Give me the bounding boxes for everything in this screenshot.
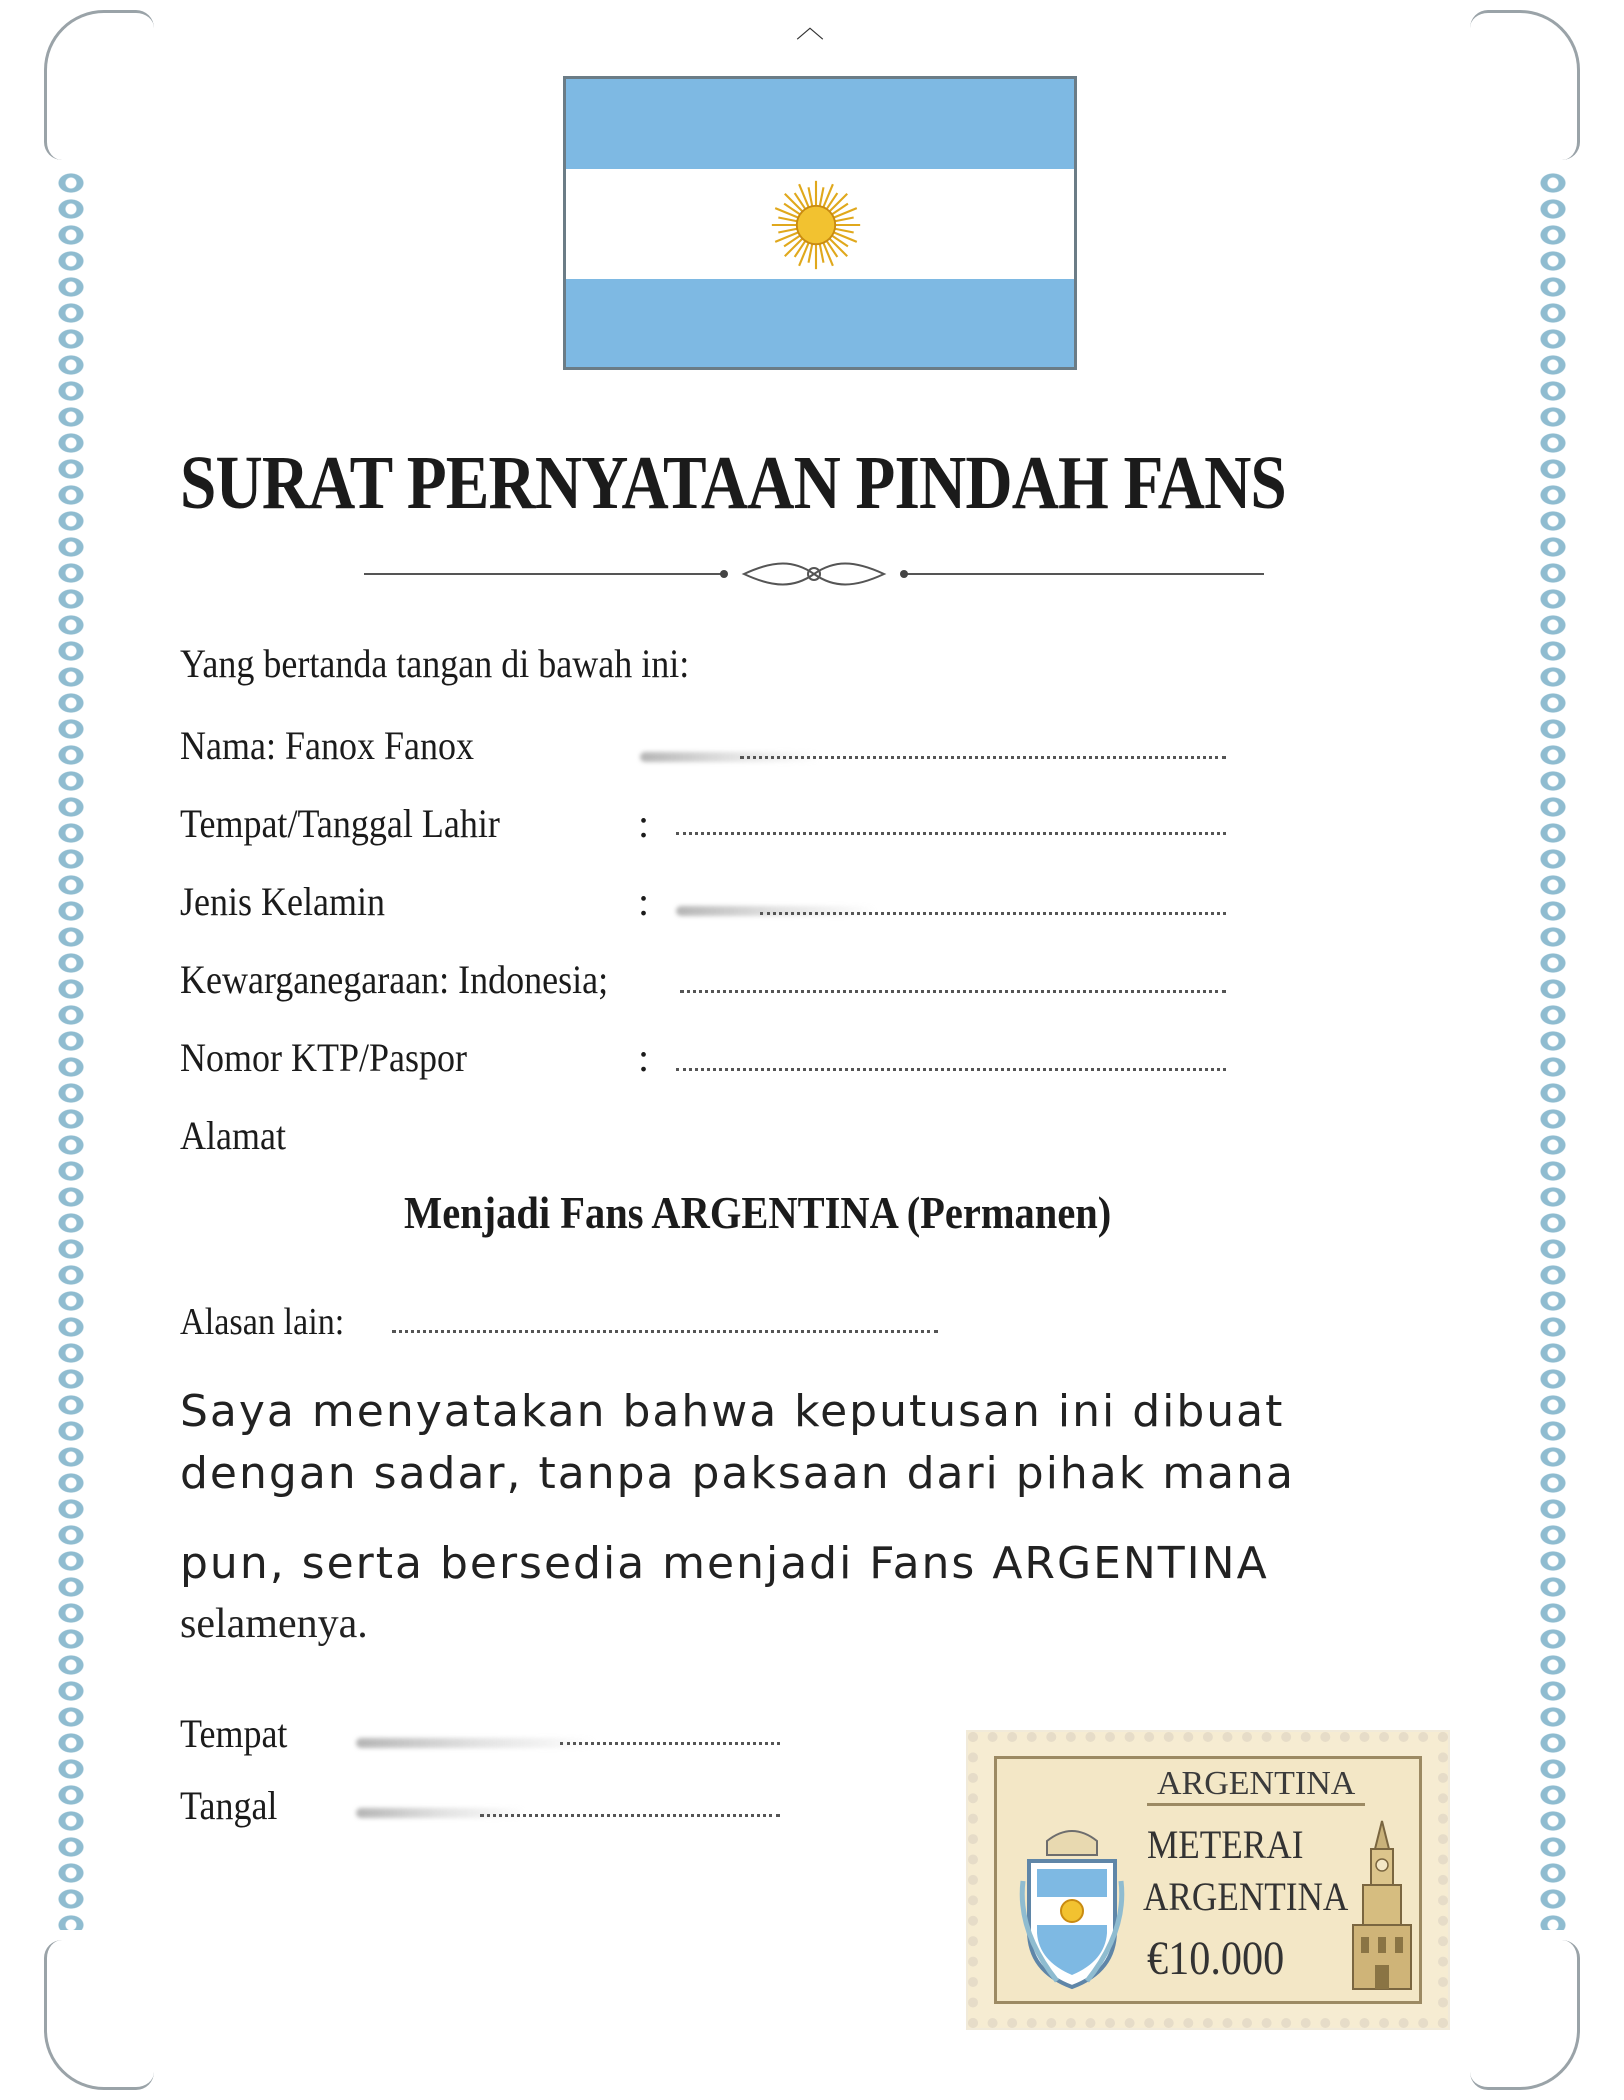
field-label-id-number: Nomor KTP/Paspor: [180, 1035, 468, 1080]
name-line: [740, 756, 1226, 759]
field-label-name: Nama: Fanox Fanox: [180, 723, 474, 768]
sun-ray: [778, 229, 797, 233]
other-reason-label: Alasan lain:: [180, 1301, 345, 1343]
sun-ray: [835, 218, 854, 222]
field-label-birth: Tempat/Tanggal Lahir: [180, 801, 500, 846]
field-label-address: Alamat: [180, 1113, 286, 1158]
date-label: Tangal: [180, 1783, 278, 1828]
flag-middle-band: [566, 169, 1074, 279]
place-line: [560, 1742, 780, 1745]
sun-ray: [834, 208, 857, 218]
document-title: SURAT PERNYATAAN PINDAH FANS: [180, 441, 1286, 525]
top-chevron-icon: ︿: [796, 13, 825, 44]
other-reason-line: [392, 1330, 938, 1333]
field-label-gender: Jenis Kelamin: [180, 879, 385, 924]
declaration-line-4: selamenya.: [180, 1601, 368, 1647]
sun-ray: [809, 187, 813, 206]
sun-ray: [823, 184, 833, 207]
declaration-line-1: Saya menyatakan bahwa keputusan ini dibuat: [180, 1386, 1285, 1437]
statement-heading: Menjadi Fans ARGENTINA (Permanen): [404, 1187, 1112, 1238]
top-left-flourish: [44, 10, 154, 160]
sun-ray: [799, 243, 809, 266]
clock-tower-icon: [1345, 1819, 1419, 1995]
bottom-left-flourish: [44, 1940, 154, 2090]
sun-ray: [834, 232, 857, 242]
bottom-right-flourish: [1470, 1940, 1580, 2090]
declaration-line-2: dengan sadar, tanpa paksaan dari pihak mana: [180, 1448, 1295, 1499]
sun-ray: [799, 184, 809, 207]
citizenship-line: [680, 990, 1226, 993]
birth-line: [676, 832, 1226, 835]
intro-text: Yang bertanda tangan di bawah ini:: [180, 641, 690, 686]
sun-ray: [778, 218, 797, 222]
field-label-citizenship: Kewarganegaraan: Indonesia;: [180, 957, 609, 1002]
argentina-flag: [563, 76, 1077, 370]
sun-of-may-icon: [768, 177, 864, 273]
stamp-line-2: ARGENTINA: [1143, 1874, 1349, 1919]
stamp-country: ARGENTINA: [1147, 1765, 1365, 1806]
sun-ray: [809, 244, 813, 263]
sun-ray: [835, 229, 854, 233]
gender-line: [760, 912, 1226, 915]
declaration-line-3: pun, serta bersedia menjadi Fans ARGENTINA: [180, 1538, 1269, 1589]
sun-ray: [820, 244, 824, 263]
title-divider-ornament: [364, 560, 1264, 588]
sun-ray: [775, 208, 798, 218]
flag-bottom-band: [566, 279, 1074, 367]
coat-of-arms-shield-icon: [1017, 1821, 1127, 1991]
left-ornament-border: [54, 170, 88, 1930]
sun-ray: [823, 243, 833, 266]
meterai-stamp: [968, 1732, 1448, 2028]
place-label: Tempat: [180, 1711, 288, 1756]
stamp-value: €10.000: [1147, 1932, 1285, 1985]
field-colon-birth: :: [638, 801, 650, 846]
stamp-line-1: METERAI: [1147, 1822, 1304, 1867]
id-number-line: [676, 1068, 1226, 1071]
date-line: [480, 1814, 780, 1817]
sun-ray: [775, 232, 798, 242]
top-right-flourish: [1470, 10, 1580, 160]
right-ornament-border: [1536, 170, 1570, 1930]
sun-ray: [820, 187, 824, 206]
field-colon-id-number: :: [638, 1035, 650, 1080]
stamp-frame: [994, 1756, 1422, 2004]
field-colon-gender: :: [638, 879, 650, 924]
flag-top-band: [566, 79, 1074, 169]
